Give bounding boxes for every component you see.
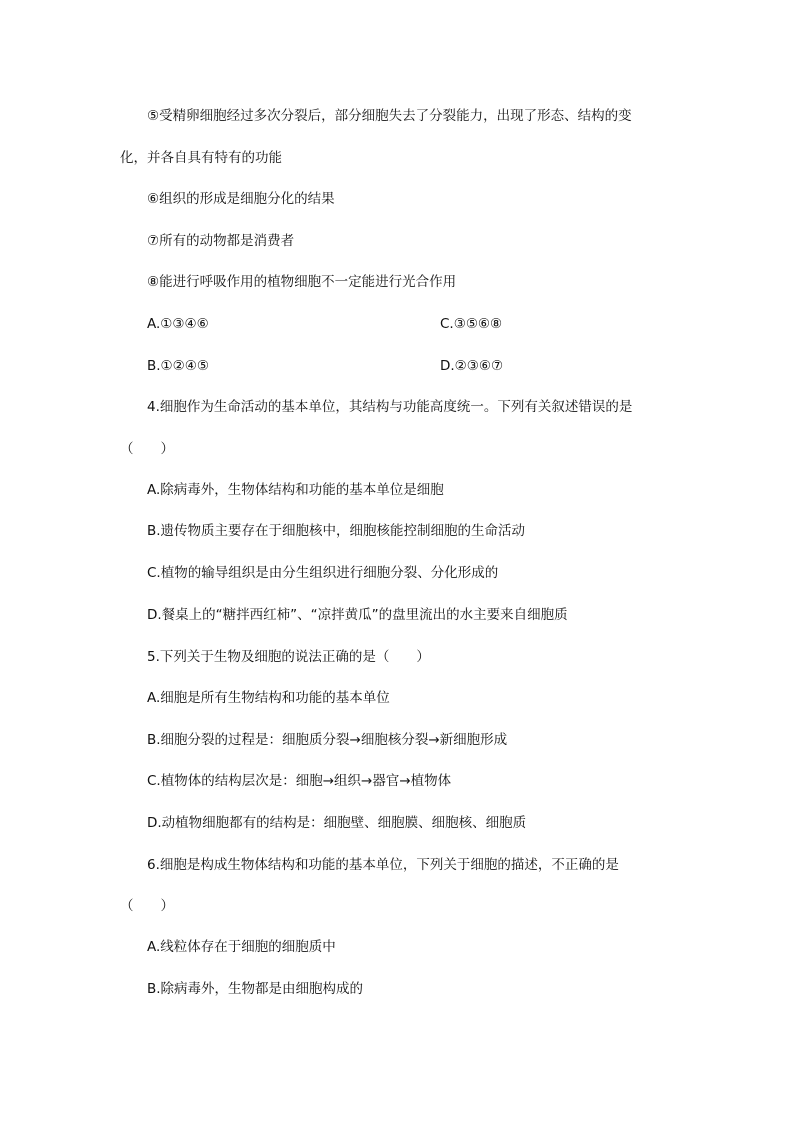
- q4-option-a: A.除病毒外，生物体结构和功能的基本单位是细胞: [147, 482, 444, 498]
- statement-5-line-1: ⑤受精卵细胞经过多次分裂后，部分细胞失去了分裂能力，出现了形态、结构的变: [147, 108, 632, 124]
- q3-option-a: A.①③④⑥: [147, 316, 209, 332]
- statement-6: ⑥组织的形成是细胞分化的结果: [147, 191, 335, 207]
- q6-option-b: B.除病毒外，生物都是由细胞构成的: [147, 981, 364, 997]
- q5-option-b: B.细胞分裂的过程是：细胞质分裂→细胞核分裂→新细胞形成: [147, 732, 508, 748]
- q5-option-a: A.细胞是所有生物结构和功能的基本单位: [147, 690, 390, 706]
- q4-option-b: B.遗传物质主要存在于细胞核中，细胞核能控制细胞的生命活动: [147, 523, 526, 539]
- q4-stem-line-2: （ ）: [120, 441, 174, 457]
- q4-option-c: C.植物的输导组织是由分生组织进行细胞分裂、分化形成的: [147, 565, 499, 581]
- statement-5-line-2: 化，并各自具有特有的功能: [120, 150, 282, 166]
- q5-option-c: C.植物体的结构层次是：细胞→组织→器官→植物体: [147, 773, 452, 789]
- q6-stem-line-1: 6.细胞是构成生物体结构和功能的基本单位，下列关于细胞的描述，不正确的是: [147, 857, 619, 873]
- statement-8: ⑧能进行呼吸作用的植物细胞不一定能进行光合作用: [147, 274, 457, 290]
- q6-option-a: A.线粒体存在于细胞的细胞质中: [147, 939, 336, 955]
- q3-option-c: C.③⑤⑥⑧: [440, 316, 503, 332]
- q5-stem: 5.下列关于生物及细胞的说法正确的是（ ）: [147, 649, 430, 665]
- statement-7: ⑦所有的动物都是消费者: [147, 233, 295, 249]
- q3-option-d: D.②③⑥⑦: [440, 358, 504, 374]
- q4-stem-line-1: 4.细胞作为生命活动的基本单位，其结构与功能高度统一。下列有关叙述错误的是: [147, 399, 633, 415]
- q4-option-d: D.餐桌上的“糖拌西红柿”、“凉拌黄瓜”的盘里流出的水主要来自细胞质: [147, 607, 568, 623]
- q6-stem-line-2: （ ）: [120, 898, 174, 914]
- q3-option-b: B.①②④⑤: [147, 358, 209, 374]
- q5-option-d: D.动植物细胞都有的结构是：细胞壁、细胞膜、细胞核、细胞质: [147, 815, 527, 831]
